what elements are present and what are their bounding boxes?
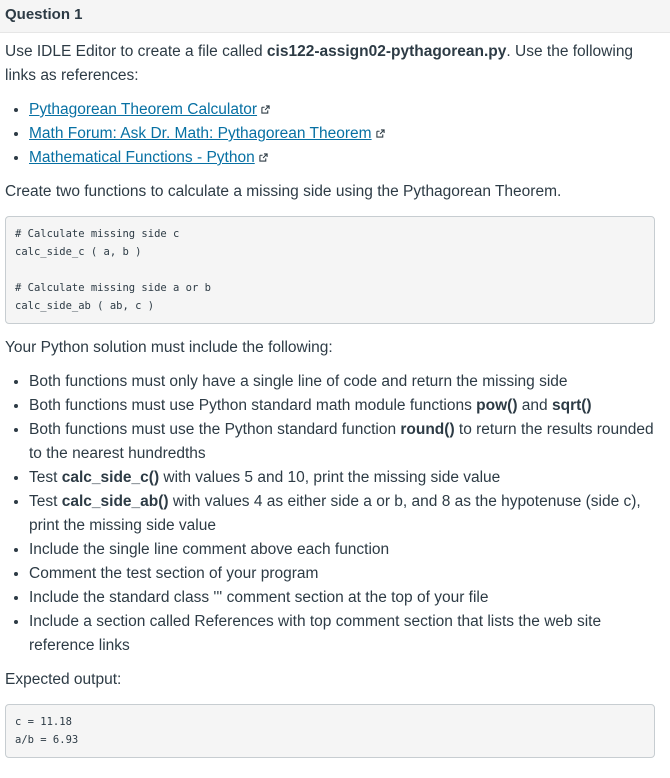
code-line: # Calculate missing side a or b xyxy=(15,282,211,294)
intro-filename: cis122-assign02-pythagorean.py xyxy=(266,43,507,60)
code-line: calc_side_c ( a, b ) xyxy=(15,246,142,258)
link-math-forum[interactable]: Math Forum: Ask Dr. Math: Pythagorean Theorem xyxy=(29,125,372,142)
external-link-icon xyxy=(259,153,268,162)
code-line: c = 11.18 xyxy=(15,716,72,728)
task-paragraph: Create two functions to calculate a missing side using the Pythagorean Theorem. xyxy=(5,183,562,200)
requirements-list xyxy=(5,370,655,658)
question-header xyxy=(0,0,670,33)
external-link-icon xyxy=(261,105,270,114)
question-body xyxy=(5,40,655,758)
code-line: # Calculate missing side c xyxy=(15,228,180,240)
link-pythagorean-calculator[interactable]: Pythagorean Theorem Calculator xyxy=(29,101,258,118)
code-line: calc_side_ab ( ab, c ) xyxy=(15,300,155,312)
list-item: • Include the single line comment above each function xyxy=(29,538,655,562)
list-item xyxy=(29,98,655,122)
external-link-icon xyxy=(376,129,385,138)
intro-text-pre: Use IDLE Editor to create a file called xyxy=(5,43,267,60)
list-item xyxy=(29,146,655,170)
intro-text-post: . Use the following links as references: xyxy=(5,43,634,84)
expected-output-heading: Expected output: xyxy=(5,671,122,688)
list-item: • Both functions must only have a single line of code and return the missing side xyxy=(29,370,655,394)
reference-links-list xyxy=(5,98,655,170)
list-item: • Include a section called References with top comment section that lists the web site reference links xyxy=(29,610,655,658)
intro-paragraph xyxy=(5,40,655,88)
list-item xyxy=(29,122,655,146)
list-item: • Both functions must use the Python standard function round() to return the results rounded to the nearest hundredths xyxy=(29,418,655,466)
requirements-heading: Your Python solution must include the following: xyxy=(5,339,333,356)
code-block-functions xyxy=(5,216,655,324)
list-item: • Test calc_side_ab() with values 4 as either side a or b, and 8 as the hypotenuse (side c), print the missing side value xyxy=(29,490,655,538)
link-math-functions-python[interactable]: Mathematical Functions - Python xyxy=(29,149,255,166)
list-item: • Include the standard class ''' comment section at the top of your file xyxy=(29,586,655,610)
list-item: • Both functions must use Python standard math module functions pow() and sqrt() xyxy=(29,394,655,418)
code-line: a/b = 6.93 xyxy=(15,734,79,746)
list-item: • Test calc_side_c() with values 5 and 10, print the missing side value xyxy=(29,466,655,490)
list-item: • Comment the test section of your program xyxy=(29,562,655,586)
code-block-expected-output xyxy=(5,704,655,758)
question-title: Question 1 xyxy=(5,6,83,23)
